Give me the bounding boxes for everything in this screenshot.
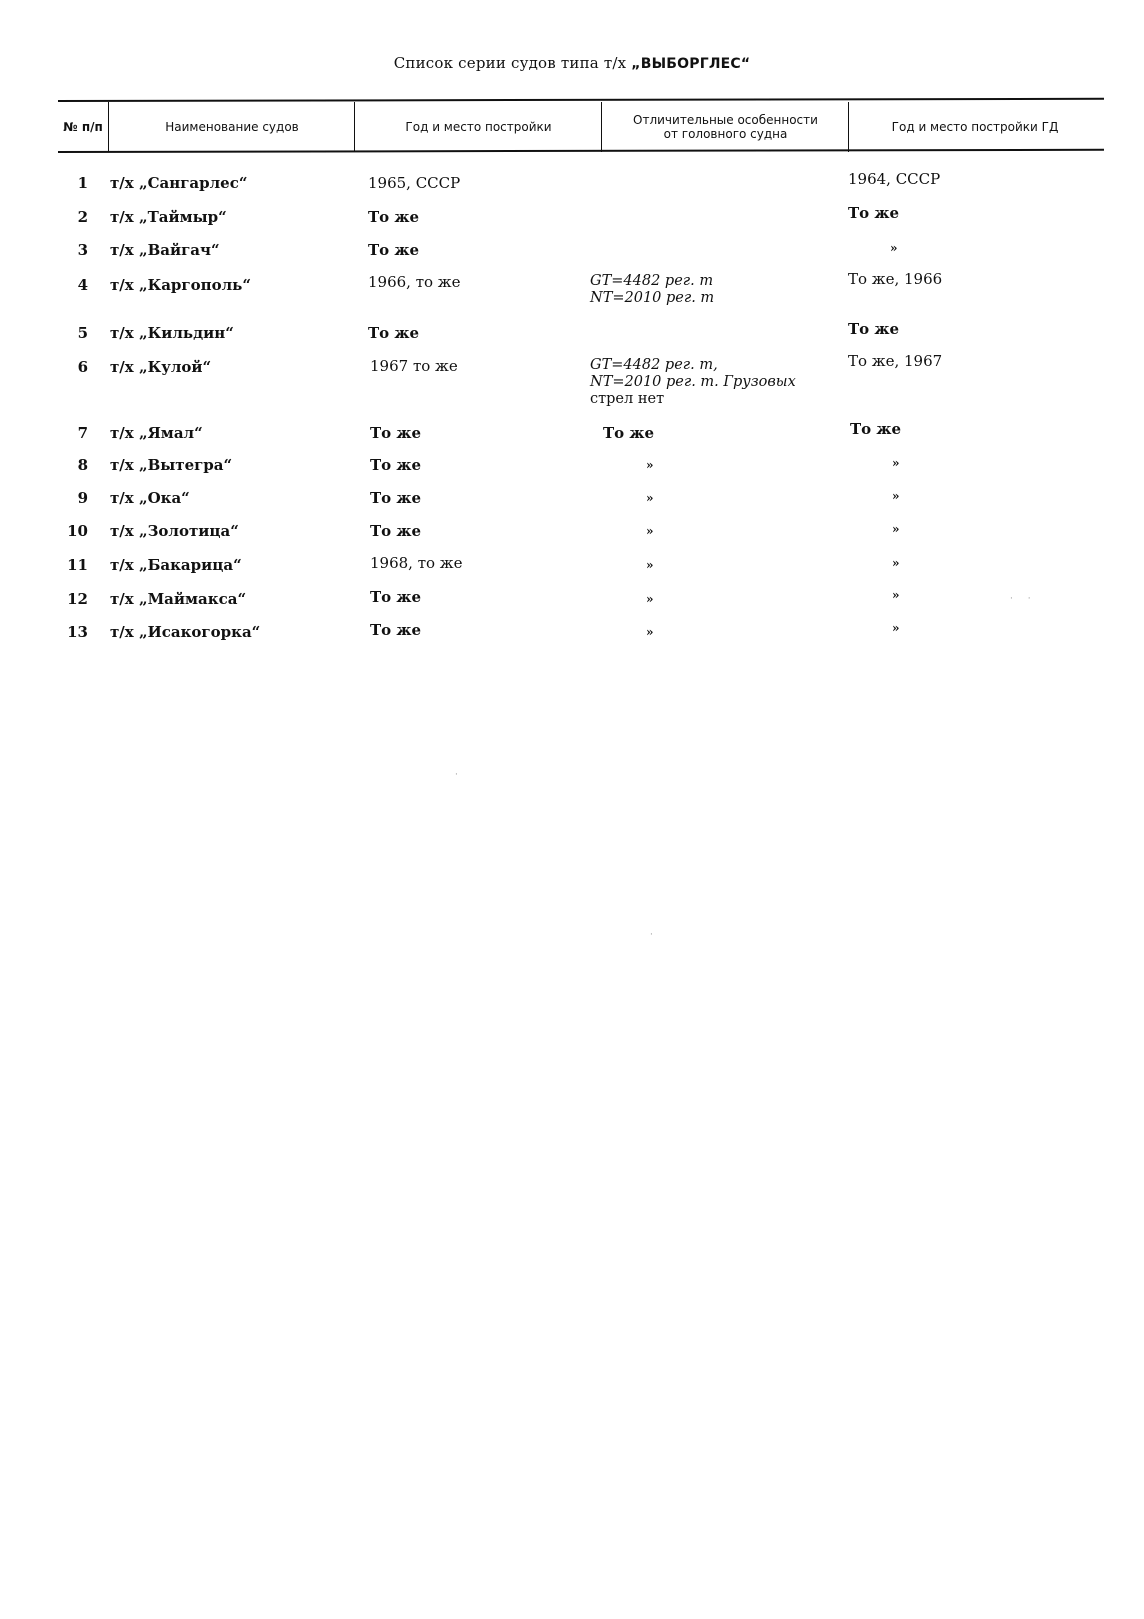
difference-note: »	[646, 491, 654, 505]
build-year-place: То же	[370, 588, 422, 606]
engine-year-place: То же	[848, 320, 900, 338]
ship-name: т/х „Ямал“	[110, 424, 203, 442]
scan-speckle: · ·	[1010, 594, 1037, 604]
column-divider	[848, 102, 849, 152]
difference-nt: NT=2010 рег. т. Грузовых	[590, 374, 796, 390]
ship-name: т/х „Золотица“	[110, 522, 239, 540]
ship-name: т/х „Ока“	[110, 489, 190, 507]
engine-year-place: »	[892, 588, 900, 602]
build-year-place: 1968, то же	[370, 554, 463, 572]
build-year-place: То же	[370, 621, 422, 639]
ship-name: т/х „Кильдин“	[110, 324, 234, 342]
ship-name: т/х „Маймакса“	[110, 590, 247, 608]
header-differences: Отличительные особенности от головного судна	[633, 113, 818, 141]
ship-name: т/х „Исакогорка“	[110, 623, 261, 641]
header-ship-name: Наименование судов	[165, 120, 299, 134]
engine-year-place: »	[890, 241, 898, 255]
build-year-place: То же	[368, 208, 420, 226]
row-number: 4	[77, 276, 88, 294]
scan-speckle: ·	[650, 930, 659, 940]
build-year-place: То же	[370, 489, 422, 507]
scan-speckle: ·	[455, 770, 464, 780]
build-year-place: 1967 то же	[370, 357, 458, 375]
engine-year-place: То же, 1967	[848, 352, 943, 370]
build-year-place: То же	[368, 241, 420, 259]
ship-name: т/х „Вытегра“	[110, 456, 233, 474]
engine-year-place: »	[892, 522, 900, 536]
engine-year-place: »	[892, 456, 900, 470]
title-ship-name: „ВЫБОРГЛЕС“	[631, 56, 751, 72]
row-number: 12	[67, 590, 88, 608]
difference-extra: стрел нет	[590, 391, 665, 407]
engine-year-place: »	[892, 489, 900, 503]
engine-year-place: То же, 1966	[848, 270, 943, 288]
engine-year-place: »	[892, 556, 900, 570]
row-number: 2	[77, 208, 88, 226]
difference-note: »	[646, 592, 654, 606]
build-year-place: 1965, СССР	[368, 174, 461, 192]
difference-note: »	[646, 558, 654, 572]
engine-year-place: »	[892, 621, 900, 635]
difference-gt: GT=4482 рег. т,	[590, 357, 718, 373]
column-divider	[354, 102, 355, 152]
title-prefix: Список серии судов типа т/х	[393, 54, 632, 72]
row-number: 9	[77, 489, 88, 507]
header-engine-year-place: Год и место постройки ГД	[891, 120, 1059, 134]
column-divider	[601, 102, 602, 152]
build-year-place: То же	[370, 456, 422, 474]
ship-name: т/х „Таймыр“	[110, 208, 227, 226]
ship-name: т/х „Кулой“	[110, 358, 212, 376]
row-number: 11	[67, 556, 88, 574]
header-number: № п/п	[63, 120, 103, 134]
engine-year-place: 1964, СССР	[848, 170, 941, 188]
engine-year-place: То же	[850, 420, 902, 438]
ship-name: т/х „Бакарица“	[110, 556, 242, 574]
ship-name: т/х „Вайгач“	[110, 241, 220, 259]
row-number: 8	[77, 456, 88, 474]
row-number: 7	[77, 424, 88, 442]
engine-year-place: То же	[848, 204, 900, 222]
build-year-place: То же	[370, 424, 422, 442]
build-year-place: То же	[368, 324, 420, 342]
difference-note: »	[646, 458, 654, 472]
difference-nt: NT=2010 рег. т	[590, 290, 715, 306]
build-year-place: То же	[370, 522, 422, 540]
row-number: 6	[77, 358, 88, 376]
row-number: 10	[67, 522, 88, 540]
row-number: 1	[77, 174, 88, 192]
row-number: 5	[77, 324, 88, 342]
build-year-place: 1966, то же	[368, 273, 461, 291]
difference-note: То же	[603, 424, 655, 442]
row-number: 3	[77, 241, 88, 259]
ship-name: т/х „Каргополь“	[110, 276, 251, 294]
header-year-place: Год и место постройки	[405, 120, 552, 134]
row-number: 13	[67, 623, 88, 641]
difference-gt: GT=4482 рег. т	[590, 273, 714, 289]
difference-note: »	[646, 625, 654, 639]
difference-note: »	[646, 524, 654, 538]
column-divider	[108, 102, 109, 152]
page-title	[0, 54, 1144, 72]
ship-name: т/х „Сангарлес“	[110, 174, 248, 192]
